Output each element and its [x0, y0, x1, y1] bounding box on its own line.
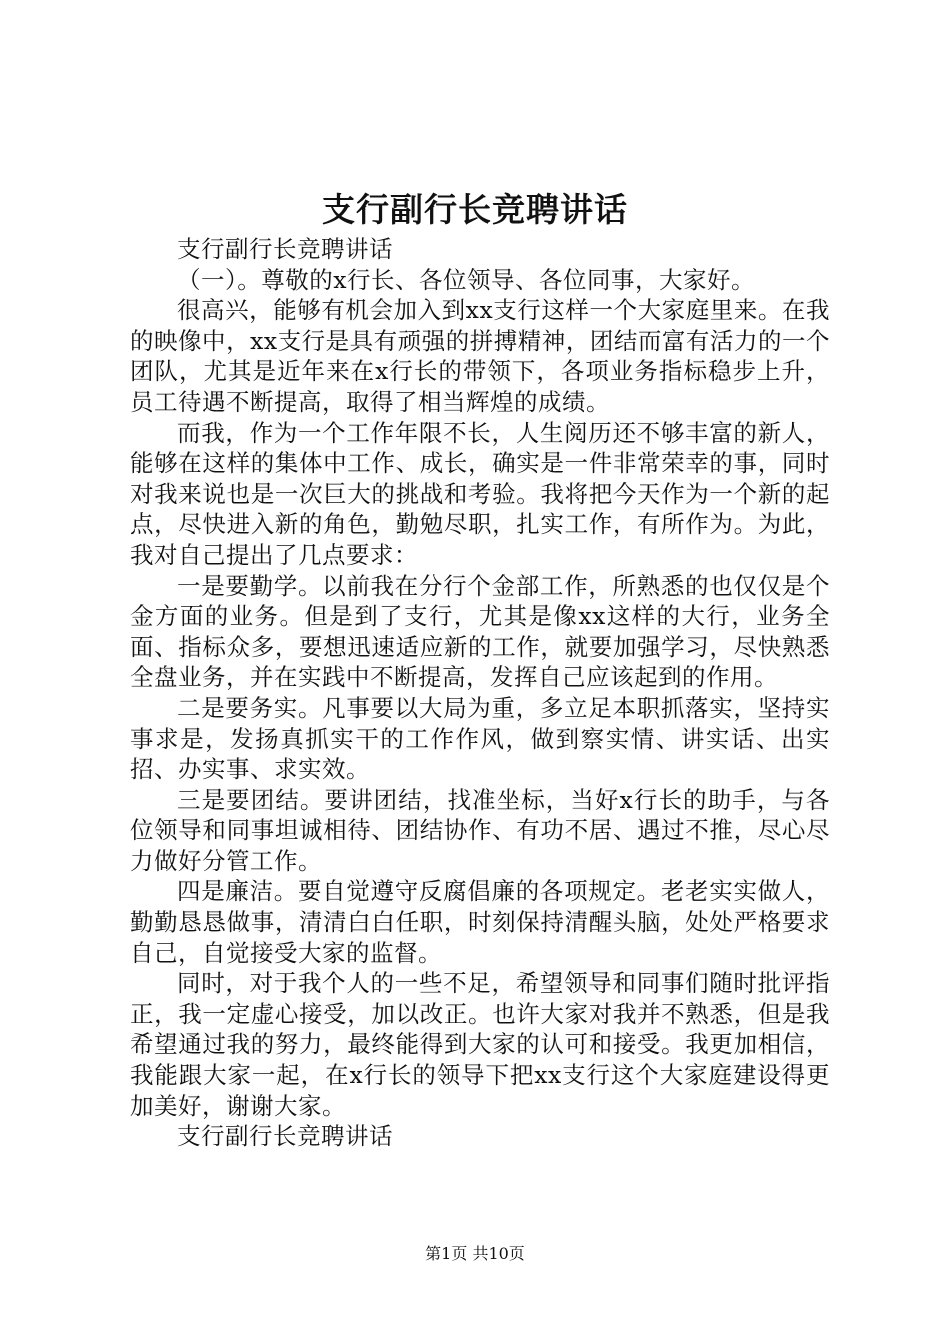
- paragraph: 很高兴，能够有机会加入到xx支行这样一个大家庭里来。在我的映像中，xx支行是具有顽强的拼搏精神，团结而富有活力的一个团队，尤其是近年来在x行长的带领下，各项业务指标稳步上升，员工待遇不断提高，取得了相当辉煌的成绩。: [130, 296, 830, 416]
- paragraph: 二是要务实。凡事要以大局为重，多立足本职抓落实，坚持实事求是，发扬真抓实干的工作作风，做到察实情、讲实话、出实招、办实事、求实效。: [130, 693, 830, 784]
- page-footer: 第1页 共10页: [425, 1244, 525, 1263]
- paragraph: （一）。尊敬的x行长、各位领导、各位同事，大家好。: [177, 265, 756, 294]
- paragraph: 四是廉洁。要自觉遵守反腐倡廉的各项规定。老老实实做人，勤勤恳恳做事，清清白白任职，时刻保持清醒头脑，处处严格要求自己，自觉接受大家的监督。: [130, 877, 830, 967]
- paragraph: 同时，对于我个人的一些不足，希望领导和同事们随时批评指正，我一定虚心接受，加以改正。也许大家对我并不熟悉，但是我希望通过我的努力，最终能得到大家的认可和接受。我更加相信，我能跟大家一起，在x行长的领导下把xx支行这个大家庭建设得更加美好，谢谢大家。: [130, 969, 830, 1120]
- document-title: 支行副行长竞聘讲话: [322, 190, 628, 229]
- paragraph: 三是要团结。要讲团结，找准坐标，当好x行长的助手，与各位领导和同事坦诚相待、团结协作、有功不居、遇过不推，尽心尽力做好分管工作。: [130, 785, 830, 875]
- paragraph: 一是要勤学。以前我在分行个金部工作，所熟悉的也仅仅是个金方面的业务。但是到了支行，尤其是像xx这样的大行，业务全面、指标众多，要想迅速适应新的工作，就要加强学习，尽快熟悉全盘业务，并在实践中不断提高，发挥自己应该起到的作用。: [130, 571, 830, 692]
- paragraph: 支行副行长竞聘讲话: [177, 235, 393, 263]
- document-body: [130, 234, 830, 1152]
- paragraph: 支行副行长竞聘讲话: [177, 1122, 393, 1151]
- paragraph: 而我，作为一个工作年限不长，人生阅历还不够丰富的新人，能够在这样的集体中工作、成长，确实是一件非常荣幸的事，同时对我来说也是一次巨大的挑战和考验。我将把今天作为一个新的起点，尽快进入新的角色，勤勉尽职，扎实工作，有所作为。为此，我对自己提出了几点要求：: [130, 418, 830, 569]
